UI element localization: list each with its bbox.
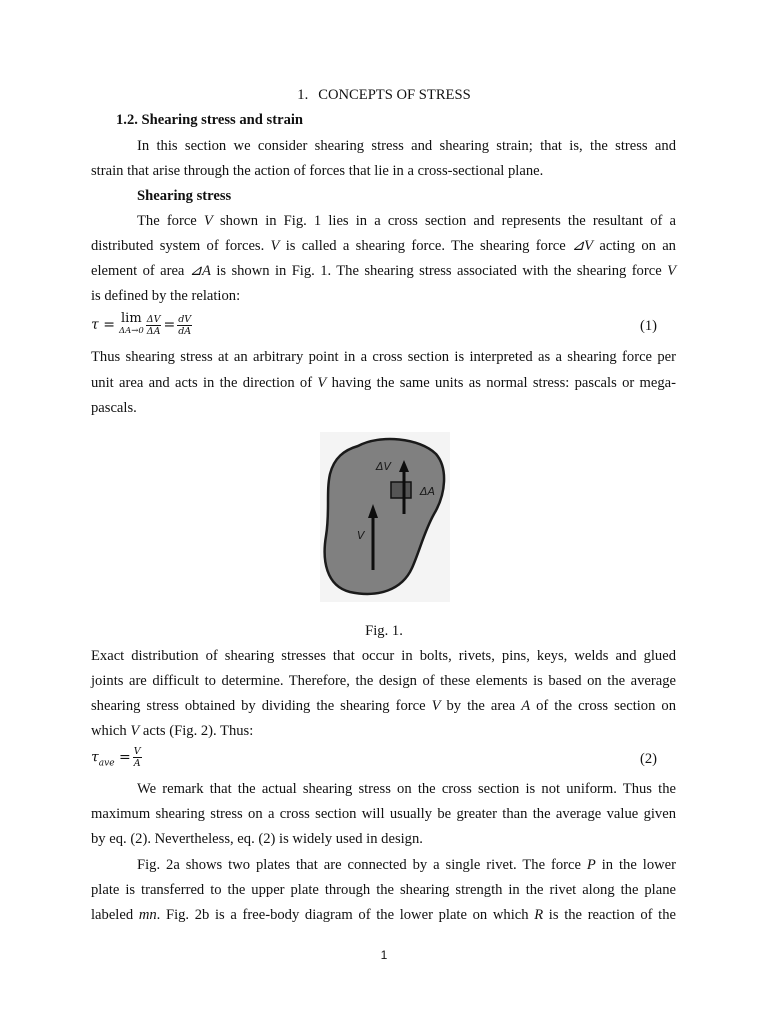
equation-2-number: (2): [639, 751, 657, 767]
para3-line-4: which V acts (Fig. 2). Thus:: [91, 723, 254, 739]
figure-1-caption: Fig. 1.: [365, 623, 403, 639]
intro-line-1: In this section we consider shearing stress and shearing strain; that is, the stress and: [137, 138, 676, 154]
label-delta-a: ΔA: [420, 485, 436, 498]
para4-line-2: maximum shearing stress on a cross section will usually be greater than the average value given: [91, 806, 676, 822]
para5-line-2: plate is transferred to the upper plate through the shearing strength in the rivet along the plane: [91, 882, 676, 898]
chapter-number: 1.: [297, 87, 309, 103]
para1-line-1: The force V shown in Fig. 1 lies in a cross section and represents the resultant of a: [137, 213, 676, 229]
para4-line-1: We remark that the actual shearing stress on the cross section is not uniform. Thus the: [137, 781, 676, 797]
equation-2: $\tau_{ave}$ = $\frac{V}{A}$: [91, 746, 141, 769]
para5-line-1: Fig. 2a shows two plates that are connected by a single rivet. The force P in the lower: [137, 857, 676, 873]
para2-line-3: pascals.: [91, 400, 137, 416]
subheading-shearing-stress: Shearing stress: [137, 188, 232, 204]
para2-line-1: Thus shearing stress at an arbitrary point in a cross section is interpreted as a shearing force per: [91, 349, 676, 365]
para3-line-1: Exact distribution of shearing stresses that occur in bolts, rivets, pins, keys, welds and glued: [91, 648, 676, 664]
chapter-title: [0, 86, 768, 104]
para1-line-2: distributed system of forces. V is called a shearing force. The shearing force ⊿V acting on an: [91, 238, 676, 254]
label-delta-v: ΔV: [376, 460, 392, 473]
equation-1-number: (1): [639, 318, 657, 334]
page-number: 1: [380, 948, 388, 962]
chapter-title-text: CONCEPTS OF STRESS: [318, 87, 471, 103]
area-element-da: [391, 482, 411, 498]
section-heading: 1.2. Shearing stress and strain: [116, 112, 304, 128]
para3-line-3: shearing stress obtained by dividing the shearing force V by the area A of the cross section on: [91, 698, 676, 714]
para3-line-2: joints are difficult to determine. Therefore, the design of these elements is based on the average: [91, 673, 676, 689]
para5-line-3: labeled mn. Fig. 2b is a free-body diagram of the lower plate on which R is the reaction of the: [91, 907, 676, 923]
label-v: V: [357, 529, 365, 542]
para1-line-4: is defined by the relation:: [91, 288, 241, 304]
intro-line-2: strain that arise through the action of forces that lie in a cross-sectional plane.: [91, 163, 544, 179]
equation-1: τ = lim ΔA→0 $\frac{\Delta V}{\Delta A}$ = $\frac{dV}{dA}$: [91, 311, 192, 337]
para2-line-2: unit area and acts in the direction of V having the same units as normal stress: pascals or mega-: [91, 375, 676, 391]
para1-line-3: element of area ⊿A is shown in Fig. 1. The shearing stress associated with the shearing force V: [91, 263, 676, 279]
para4-line-3: by eq. (2). Nevertheless, eq. (2) is widely used in design.: [91, 831, 423, 847]
cross-section-diagram: [320, 432, 450, 602]
figure-1: [320, 432, 450, 602]
